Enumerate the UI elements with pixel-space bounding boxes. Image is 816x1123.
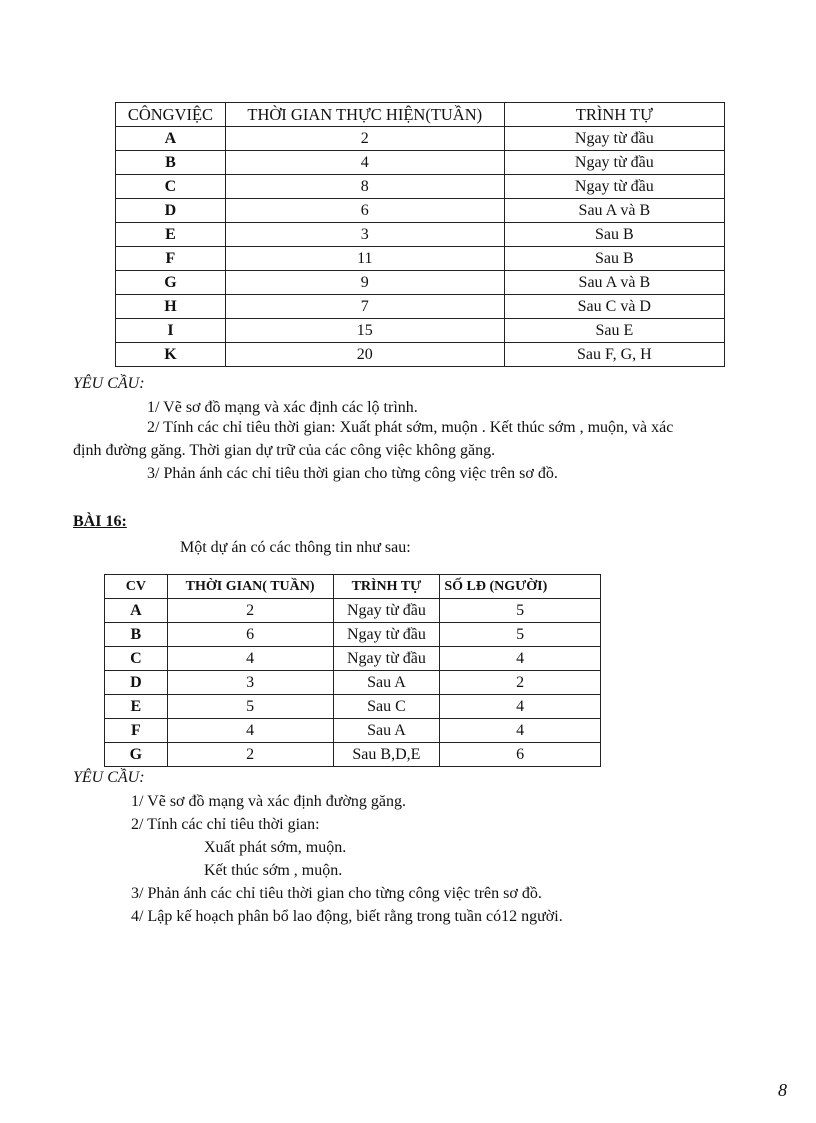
table-cell: 7 [225,295,504,319]
header-cell: CÔNGVIỆC [116,103,226,127]
table-cell: 8 [225,175,504,199]
requirement-1-2: 2/ Tính các chỉ tiêu thời gian: Xuất phát sớm, muộn . Kết thúc sớm , muộn, và xác [147,419,674,436]
task-table-1 [115,102,725,367]
table-cell: A [105,599,168,623]
table-cell: 4 [167,719,333,743]
table-cell: A [116,127,226,151]
table-row [116,295,725,319]
table-cell: Sau E [504,319,724,343]
table-cell: F [116,247,226,271]
table-cell: 5 [440,599,601,623]
table-row [105,695,601,719]
table-cell: Ngay từ đầu [504,151,724,175]
table-cell: 3 [167,671,333,695]
table-cell: 4 [167,647,333,671]
table-cell: H [116,295,226,319]
requirements-label-1: YÊU CẦU: [73,375,145,392]
table-row [116,151,725,175]
requirement-1-2-cont: định đường găng. Thời gian dự trữ của các công việc không găng. [73,442,496,459]
table-cell: 20 [225,343,504,367]
table-row [105,623,601,647]
table-cell: 4 [225,151,504,175]
table-cell: Ngay từ đầu [504,175,724,199]
table-cell: 9 [225,271,504,295]
requirement-2-3: 3/ Phản ánh các chỉ tiêu thời gian cho từng công việc trên sơ đồ. [131,885,542,902]
table-header-row [116,103,725,127]
table-cell: Ngay từ đầu [504,127,724,151]
table-row [116,247,725,271]
header-cell: TRÌNH TỰ [504,103,724,127]
requirement-2-4: 4/ Lập kế hoạch phân bổ lao động, biết rằng trong tuần có12 người. [131,908,563,925]
header-cell: THỜI GIAN THỰC HIỆN(TUẦN) [225,103,504,127]
table-row [116,199,725,223]
header-cell: CV [105,575,168,599]
table-cell: 4 [440,719,601,743]
exercise-intro: Một dự án có các thông tin như sau: [180,539,411,556]
table-cell: C [105,647,168,671]
requirement-2-2a: Xuất phát sớm, muộn. [204,839,347,856]
header-cell: TRÌNH TỰ [333,575,440,599]
table-cell: 15 [225,319,504,343]
table-cell: Sau C [333,695,440,719]
table-cell: 4 [440,647,601,671]
table-cell: Ngay từ đầu [333,599,440,623]
table-row [105,719,601,743]
table-cell: Sau F, G, H [504,343,724,367]
requirement-1-1: 1/ Vẽ sơ đồ mạng và xác định các lộ trình. [147,399,418,416]
task-table-2 [104,574,601,767]
table-cell: D [105,671,168,695]
table-cell: Ngay từ đầu [333,623,440,647]
table-cell: 2 [167,743,333,767]
requirement-2-2b: Kết thúc sớm , muộn. [204,862,343,879]
table-cell: C [116,175,226,199]
table-cell: G [116,271,226,295]
table-cell: F [105,719,168,743]
table-cell: E [116,223,226,247]
table-row [116,319,725,343]
table-cell: 4 [440,695,601,719]
requirement-1-3: 3/ Phản ánh các chỉ tiêu thời gian cho từng công việc trên sơ đồ. [147,465,558,482]
table-cell: Ngay từ đầu [333,647,440,671]
table-cell: G [105,743,168,767]
table-row [116,223,725,247]
table-cell: 11 [225,247,504,271]
table-cell: Sau A [333,719,440,743]
table-cell: K [116,343,226,367]
table-cell: Sau B,D,E [333,743,440,767]
table-cell: B [105,623,168,647]
table-row [116,127,725,151]
table-cell: 2 [225,127,504,151]
table-cell: 5 [167,695,333,719]
requirement-2-2: 2/ Tính các chỉ tiêu thời gian: [131,816,320,833]
page-number: 8 [778,1080,787,1100]
table-row [105,671,601,695]
table-cell: Sau B [504,223,724,247]
header-cell: THỜI GIAN( TUẦN) [167,575,333,599]
table-cell: 2 [167,599,333,623]
table-row [105,599,601,623]
table-row [105,743,601,767]
table-cell: B [116,151,226,175]
table-cell: 2 [440,671,601,695]
table-row [116,271,725,295]
table-cell: 6 [225,199,504,223]
table-cell: Sau A và B [504,271,724,295]
table-cell: 5 [440,623,601,647]
requirement-2-1: 1/ Vẽ sơ đồ mạng và xác định đường găng. [131,793,407,810]
exercise-title: BÀI 16: [73,513,127,530]
table-cell: I [116,319,226,343]
header-cell: SỐ LĐ (NGƯỜI) [440,575,601,599]
table-cell: Sau B [504,247,724,271]
table-row [105,647,601,671]
table-cell: D [116,199,226,223]
table-cell: 3 [225,223,504,247]
table-cell: Sau A và B [504,199,724,223]
table-header-row [105,575,601,599]
table-cell: Sau A [333,671,440,695]
table-cell: E [105,695,168,719]
table-cell: Sau C và D [504,295,724,319]
table-row [116,343,725,367]
requirements-label-2: YÊU CẦU: [73,769,145,786]
table-row [116,175,725,199]
table-cell: 6 [167,623,333,647]
table-cell: 6 [440,743,601,767]
